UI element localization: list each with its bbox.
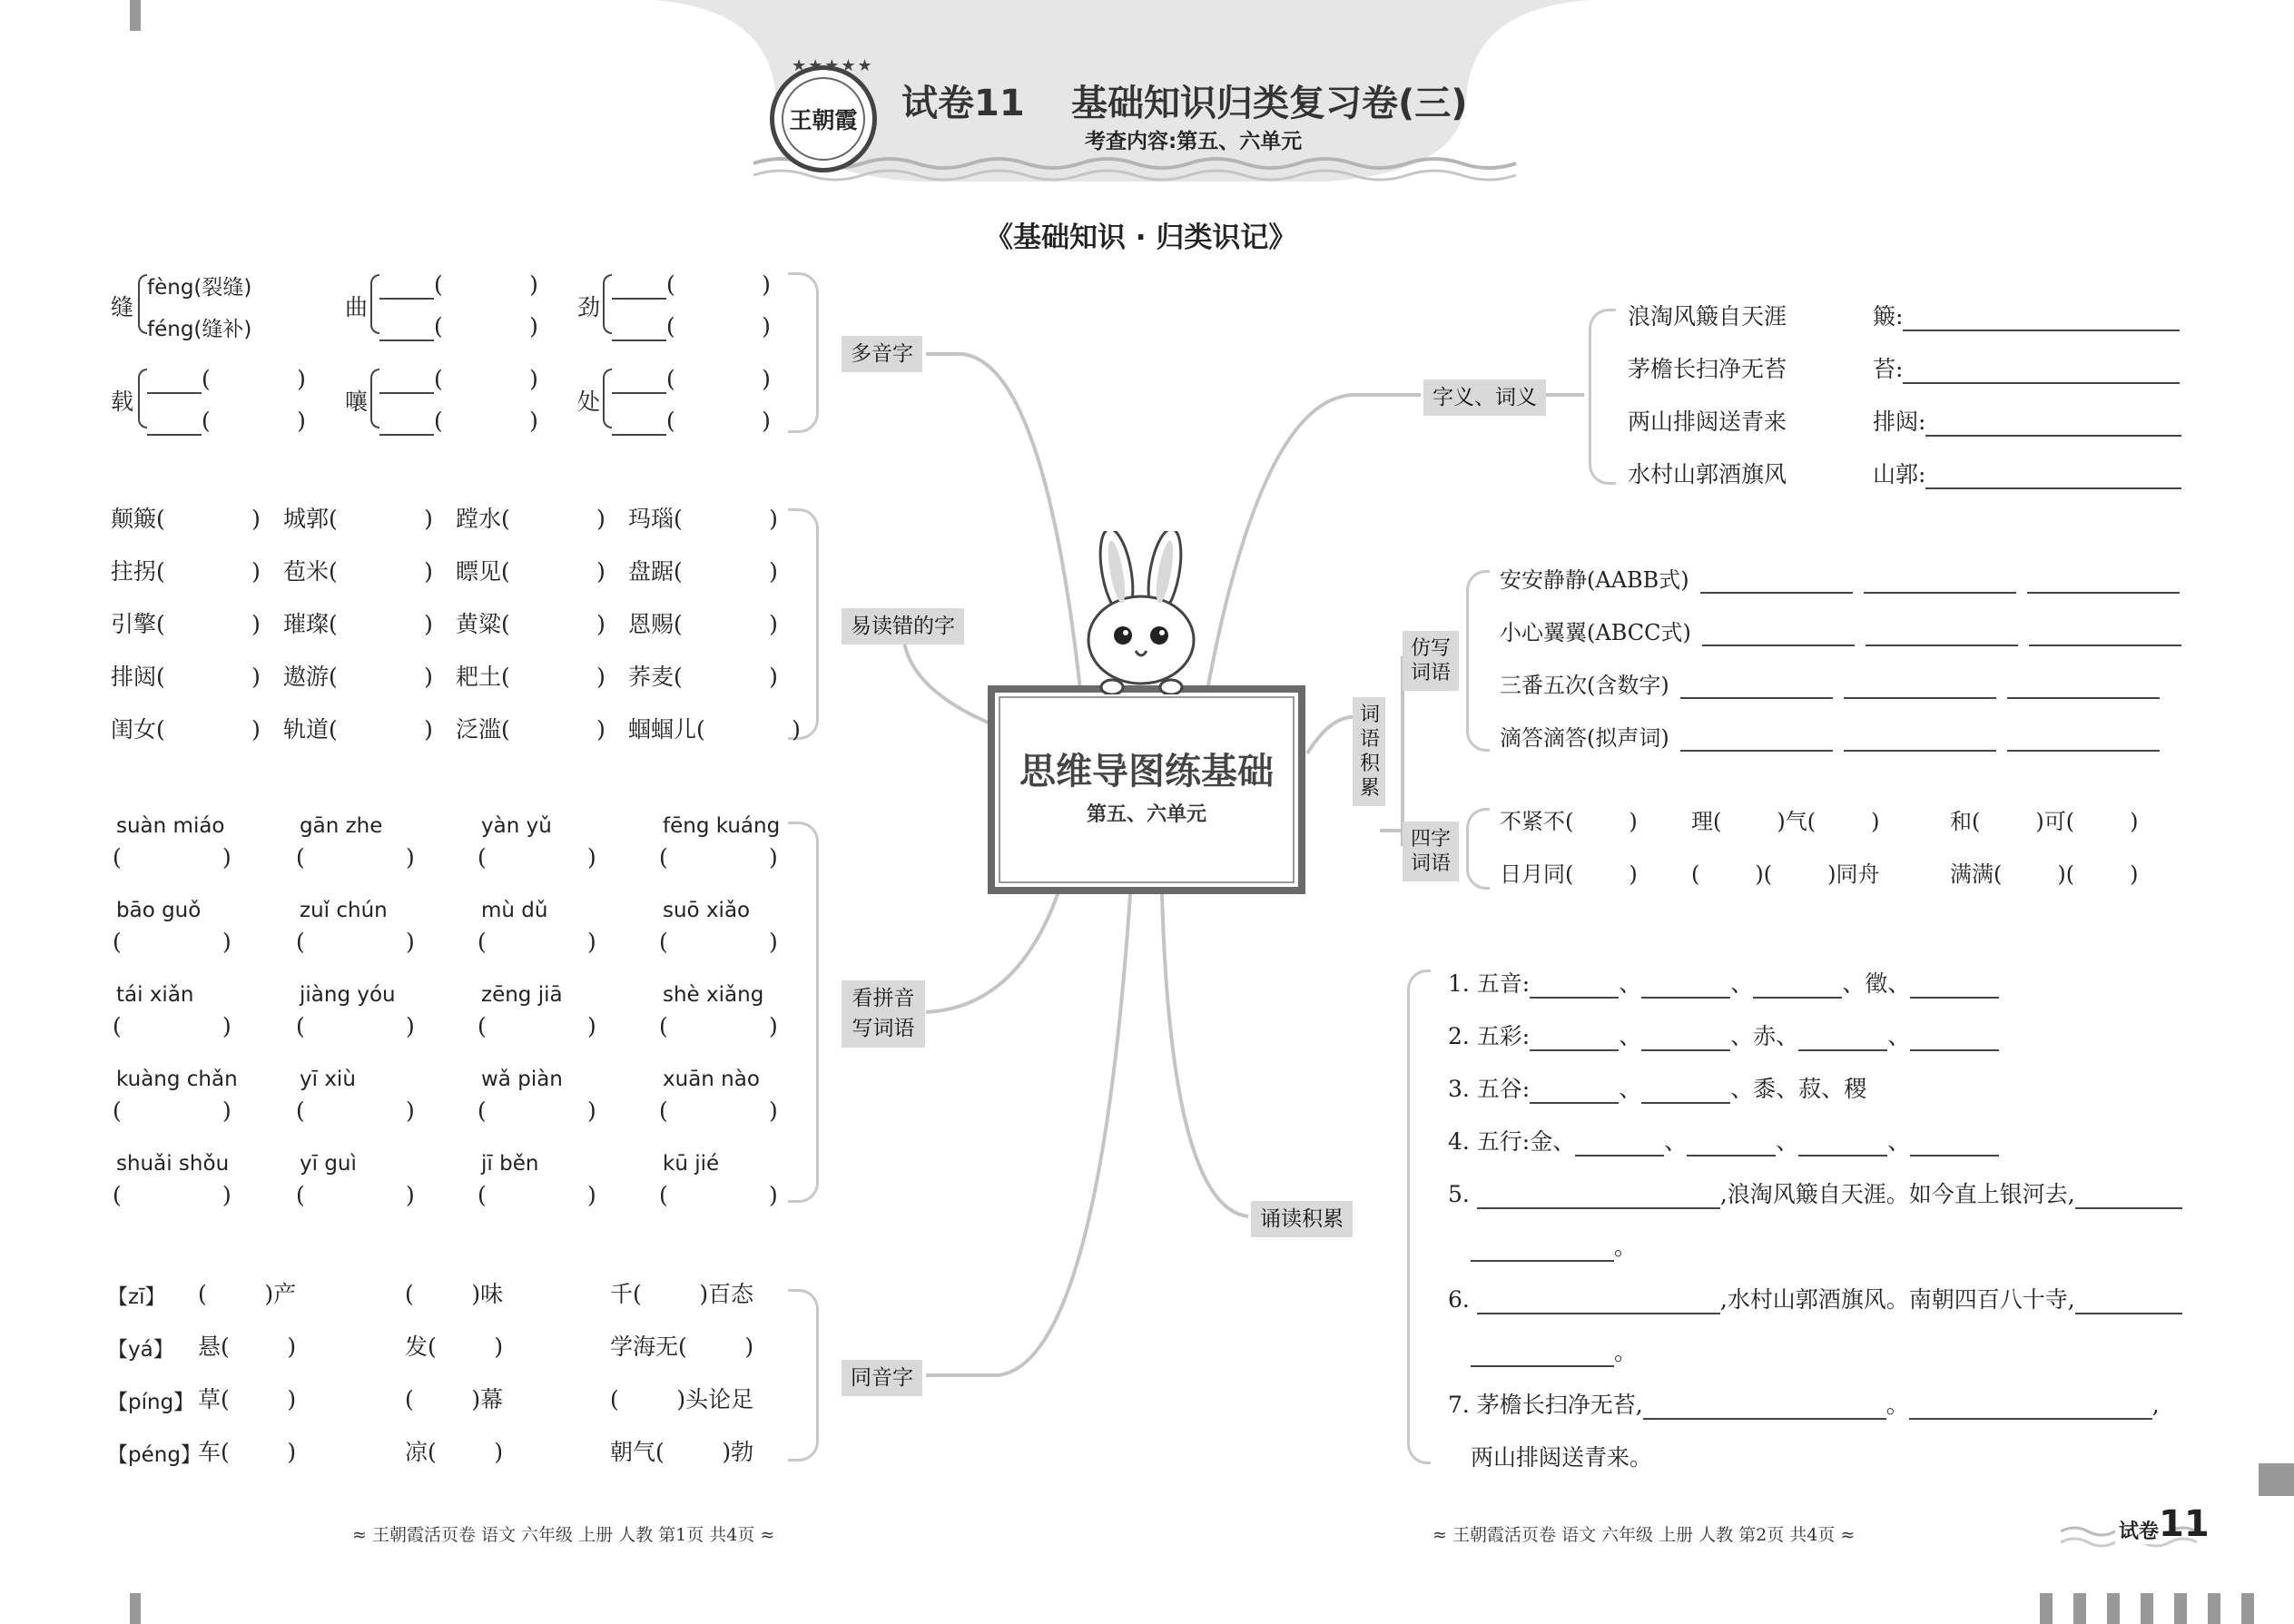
brace-sizi xyxy=(1466,808,1490,890)
tongyin-pinyin: 【zī】 xyxy=(107,1285,166,1309)
blank[interactable] xyxy=(1903,360,2180,384)
tongyin-item-c[interactable]: 千( )百态 xyxy=(610,1281,754,1307)
tongyin-item-b[interactable]: ( )味 xyxy=(405,1281,504,1307)
branch-songdu: 诵读积累 xyxy=(1251,1201,1353,1237)
tongyin-pinyin: 【péng】 xyxy=(107,1443,202,1467)
songdu-line-3: 3. 五谷: 、 、黍、菽、稷 xyxy=(1448,1076,1867,1102)
small-brace xyxy=(370,274,379,334)
sizi-item[interactable]: 日月同( ) xyxy=(1500,861,1638,887)
scope-text: 考查内容:第五、六单元 xyxy=(1085,130,1303,153)
ziyi-phrase: 水村山郭酒旗风 xyxy=(1628,461,1787,487)
tongyin-pinyin: 【yá】 xyxy=(107,1338,174,1362)
fangxie-example: 小心翼翼(ABCC式) xyxy=(1500,620,1691,645)
small-brace xyxy=(138,274,147,334)
footer-left: ≈ 王朝霞活页卷 语文 六年级 上册 人教 第1页 共4页 ≈ xyxy=(352,1525,775,1545)
fangxie-example: 安安静静(AABB式) xyxy=(1500,567,1689,593)
page-title: 基础知识归类复习卷(三) xyxy=(1071,83,1468,124)
duoyin-chu-blank2[interactable]: ( ) xyxy=(612,407,771,436)
pinyin-label: yàn yǔ xyxy=(481,814,552,838)
pinyin-label: gān zhe xyxy=(300,814,383,838)
songdu-l7-label: 7. 茅檐长扫净无苔, xyxy=(1448,1392,1643,1418)
ziyi-phrase: 两山排闼送青来 xyxy=(1628,408,1787,435)
blank[interactable] xyxy=(2027,570,2180,594)
yidu-item[interactable]: 引擎( ) xyxy=(111,611,261,637)
pinyin-answer-box[interactable]: ( ) xyxy=(296,1097,415,1124)
blank[interactable] xyxy=(1844,675,1996,699)
fangxie-row xyxy=(1500,672,2160,699)
pinyin-answer-box[interactable]: ( ) xyxy=(113,1097,231,1124)
blank[interactable] xyxy=(1864,570,2016,594)
rabbit-icon xyxy=(1076,531,1212,694)
yidu-item[interactable]: 颠簸( ) xyxy=(111,506,261,532)
blank[interactable] xyxy=(1798,1028,1887,1051)
pinyin-label: suàn miáo xyxy=(116,814,225,838)
duoyin-zai-blank1[interactable]: ( ) xyxy=(147,365,306,394)
pinyin-label: zuǐ chún xyxy=(300,899,388,922)
ziyi-answer[interactable] xyxy=(1873,302,2180,331)
yidu-item[interactable]: 荞麦( ) xyxy=(628,664,778,690)
songdu-line-5b xyxy=(1471,1233,1637,1262)
pinyin-answer-box[interactable]: ( ) xyxy=(478,1182,596,1208)
blank[interactable] xyxy=(1471,1343,1614,1367)
yidu-word: 盘踞( xyxy=(628,558,683,585)
yidu-item[interactable]: 排闼( ) xyxy=(111,664,261,690)
logo-stars-icon: ★★★★★ xyxy=(792,56,874,75)
sizi-item[interactable]: 理( )气( ) xyxy=(1691,809,1880,834)
pinyin-label: yī xiù xyxy=(300,1068,356,1091)
duoyin-rang-blank1[interactable]: ( ) xyxy=(379,365,538,394)
pinyin-answer-box[interactable]: ( ) xyxy=(659,1097,778,1124)
pinyin-label: tái xiǎn xyxy=(116,983,194,1007)
brace-duoyin xyxy=(788,272,819,433)
blank[interactable] xyxy=(1530,975,1619,999)
fangxie-row xyxy=(1500,619,2181,646)
ziyi-answer[interactable] xyxy=(1873,355,2180,384)
pinyin-label: jiàng yóu xyxy=(300,983,396,1007)
yidu-item[interactable]: 拄拐( ) xyxy=(111,558,261,585)
ziyi-phrase: 茅檐长扫净无苔 xyxy=(1628,356,1787,382)
duoyin-char-rang: 嚷 xyxy=(345,389,369,415)
fangxie-row xyxy=(1500,566,2180,594)
branch-yidu: 易读错的字 xyxy=(842,608,964,645)
pinyin-answer-box[interactable]: ( ) xyxy=(113,844,231,871)
songdu-line-7b xyxy=(1471,1443,1652,1472)
badge-label: 试卷 xyxy=(2115,1516,2162,1544)
pinyin-label: kuàng chǎn xyxy=(116,1068,238,1091)
songdu-line-4: 4. 五行:金、 、 、 、 xyxy=(1448,1127,1999,1156)
songdu-l2-label: 2. 五彩: xyxy=(1448,1023,1531,1049)
footer-right: ≈ 王朝霞活页卷 语文 六年级 上册 人教 第2页 共4页 ≈ xyxy=(1433,1525,1856,1545)
branch-ciyu xyxy=(1353,697,1385,806)
yidu-word: 轨道( xyxy=(283,716,338,743)
pinyin-answer-box[interactable]: ( ) xyxy=(113,929,231,955)
section-title: 《基础知识 · 归类识记》 xyxy=(985,221,1297,254)
blank[interactable] xyxy=(1700,570,1853,594)
pinyin-answer-box[interactable]: ( ) xyxy=(659,1013,778,1039)
blank[interactable] xyxy=(1903,308,2180,331)
blank[interactable] xyxy=(1575,1133,1664,1156)
pinyin-answer-box[interactable]: ( ) xyxy=(296,844,415,871)
yidu-word: 遨游( xyxy=(283,664,338,690)
paper-number: 试卷11 xyxy=(901,83,1025,124)
duoyin-char-feng: 缝 xyxy=(111,294,134,320)
center-title: 思维导图练基础 xyxy=(1019,751,1274,792)
pinyin-label: mù dǔ xyxy=(481,899,548,922)
pinyin-answer-box[interactable]: ( ) xyxy=(478,929,596,955)
brace-songdu xyxy=(1407,969,1431,1464)
pinyin-label: fēng kuáng xyxy=(663,814,781,838)
songdu-l2-mid: 、赤、 xyxy=(1730,1023,1799,1049)
bottom-marker xyxy=(2107,1593,2120,1624)
ziyi-phrase: 浪淘风簸自天涯 xyxy=(1628,303,1787,330)
pinyin-label: zēng jiā xyxy=(481,983,563,1007)
yidu-word: 璀璨( xyxy=(283,611,338,637)
duoyin-qu-blank1[interactable]: ( ) xyxy=(379,271,538,300)
yidu-word: 蹚水( xyxy=(456,506,510,532)
duoyin-char-chu: 处 xyxy=(577,389,601,415)
duoyin-feng-r2: féng(缝补) xyxy=(147,318,252,341)
branch-ziyi: 字义、词义 xyxy=(1423,379,1546,416)
songdu-l7b-text: 两山排闼送青来。 xyxy=(1471,1444,1653,1471)
pinyin-label: kū jié xyxy=(663,1152,720,1176)
blank[interactable] xyxy=(1687,1133,1776,1156)
blank[interactable] xyxy=(1909,1396,2152,1420)
brace-pinyin xyxy=(788,822,819,1203)
songdu-l7-end: , xyxy=(2151,1392,2160,1418)
yidu-item[interactable]: 黄粱( ) xyxy=(456,611,605,637)
duoyin-chu-blank1[interactable]: ( ) xyxy=(612,365,771,394)
yidu-word: 荞麦( xyxy=(628,664,683,690)
blank[interactable] xyxy=(1530,1080,1619,1104)
tongyin-item-b[interactable]: 发( ) xyxy=(405,1334,504,1360)
bottom-marker xyxy=(2141,1593,2153,1624)
yidu-word: 黄粱( xyxy=(456,611,510,637)
yidu-word: 泛滥( xyxy=(456,716,510,743)
tongyin-item-a[interactable]: 车( ) xyxy=(198,1439,297,1465)
brace-ziyi xyxy=(1589,309,1616,485)
branch-sizi xyxy=(1403,822,1459,881)
pinyin-answer-box[interactable]: ( ) xyxy=(659,1182,778,1208)
blank[interactable] xyxy=(1910,975,1999,999)
tongyin-item-c[interactable]: 学海无( ) xyxy=(610,1334,754,1360)
yidu-item[interactable]: 瞟见( ) xyxy=(456,558,605,585)
bottom-marker xyxy=(2040,1593,2053,1624)
branch-tongyin: 同音字 xyxy=(842,1360,922,1396)
blank[interactable] xyxy=(1925,466,2181,489)
yidu-item[interactable]: 轨道( ) xyxy=(283,716,433,743)
blank[interactable] xyxy=(1530,1028,1619,1051)
side-marker xyxy=(2259,1463,2294,1496)
blank[interactable] xyxy=(2075,1186,2182,1209)
pinyin-label: wǎ piàn xyxy=(481,1068,563,1091)
pinyin-answer-box[interactable]: ( ) xyxy=(659,844,778,871)
center-subtitle: 第五、六单元 xyxy=(1086,803,1206,826)
tongyin-item-b[interactable]: ( )幕 xyxy=(405,1386,504,1412)
branch-fangxie xyxy=(1403,631,1459,691)
yidu-word: 引擎( xyxy=(111,611,165,637)
yidu-item[interactable]: 城郭( ) xyxy=(283,506,433,532)
songdu-line-1: 1. 五音: 、 、 、徵、 xyxy=(1448,969,1999,999)
ziyi-word: 簸: xyxy=(1873,303,1904,330)
tongyin-item-c[interactable]: ( )头论足 xyxy=(610,1386,754,1412)
blank[interactable] xyxy=(1910,1028,1999,1051)
tongyin-pinyin: 【píng】 xyxy=(107,1391,195,1414)
yidu-word: 闺女( xyxy=(111,716,165,743)
pinyin-label: suō xiǎo xyxy=(663,899,751,922)
blank[interactable] xyxy=(1643,1396,1886,1420)
yidu-item[interactable]: 遨游( ) xyxy=(283,664,433,690)
songdu-line-6b xyxy=(1471,1338,1637,1367)
branch-pinyin: 看拼音写词语 xyxy=(842,980,925,1048)
small-brace xyxy=(370,369,379,428)
pinyin-answer-box[interactable]: ( ) xyxy=(296,929,415,955)
branch-fangxie-label: 仿写词语 xyxy=(1410,637,1451,684)
bottom-marker xyxy=(2073,1593,2086,1624)
pinyin-label: jī běn xyxy=(481,1152,539,1176)
brace-yidu xyxy=(788,508,819,740)
duoyin-jin-blank1[interactable]: ( ) xyxy=(612,271,771,300)
tongyin-item-a[interactable]: ( )产 xyxy=(198,1281,297,1307)
blank[interactable] xyxy=(1641,1028,1730,1051)
blank[interactable] xyxy=(2029,623,2181,646)
yidu-word: 城郭( xyxy=(283,506,338,532)
songdu-l6-mid: ,水村山郭酒旗风。南朝四百八十寺, xyxy=(1719,1286,2075,1313)
ziyi-answer[interactable] xyxy=(1873,460,2181,489)
yidu-item[interactable]: 耙土( ) xyxy=(456,664,605,690)
yidu-item[interactable]: 蝈蝈儿( ) xyxy=(628,716,801,743)
blank[interactable] xyxy=(1471,1238,1614,1262)
yidu-word: 苞米( xyxy=(283,558,338,585)
blank[interactable] xyxy=(1641,975,1730,999)
branch-sizi-label: 四字词语 xyxy=(1410,828,1451,875)
pinyin-answer-box[interactable]: ( ) xyxy=(659,929,778,955)
yidu-item[interactable]: 苞米( ) xyxy=(283,558,433,585)
songdu-l7-mid: 。 xyxy=(1885,1392,1909,1418)
branch-ciyu-label: 词语积累 xyxy=(1360,704,1381,800)
blank[interactable] xyxy=(1753,975,1842,999)
songdu-l1-end: 、徵、 xyxy=(1842,970,1911,997)
songdu-l5-end: 。 xyxy=(1614,1234,1638,1260)
fangxie-row xyxy=(1500,724,2160,752)
songdu-line-5 xyxy=(1448,1180,2182,1209)
sizi-item[interactable]: ( )( )同舟 xyxy=(1691,861,1880,887)
ziyi-word: 山郭: xyxy=(1873,461,1926,487)
songdu-l6-label: 6. xyxy=(1448,1286,1470,1313)
yidu-item[interactable]: 闺女( ) xyxy=(111,716,261,743)
pinyin-answer-box[interactable]: ( ) xyxy=(478,1097,596,1124)
fangxie-example: 滴答滴答(拟声词) xyxy=(1500,725,1669,751)
tongyin-item-a[interactable]: 草( ) xyxy=(198,1386,297,1412)
duoyin-rang-blank2[interactable]: ( ) xyxy=(379,407,538,436)
small-brace xyxy=(603,369,612,428)
blank[interactable] xyxy=(1641,1080,1730,1104)
badge-number: 11 xyxy=(2159,1503,2210,1545)
pinyin-label: yī guì xyxy=(300,1152,357,1176)
blank[interactable] xyxy=(1477,1186,1720,1209)
duoyin-zai-blank2[interactable]: ( ) xyxy=(147,407,306,436)
tongyin-item-a[interactable]: 悬( ) xyxy=(198,1334,297,1360)
blank[interactable] xyxy=(1477,1291,1720,1314)
logo-text: 王朝霞 xyxy=(789,107,858,133)
blank[interactable] xyxy=(1680,675,1833,699)
blank[interactable] xyxy=(1925,413,2181,437)
blank[interactable] xyxy=(1798,1133,1887,1156)
songdu-l3-end: 、黍、菽、稷 xyxy=(1730,1076,1867,1102)
tongyin-item-b[interactable]: 凉( ) xyxy=(405,1439,504,1465)
pinyin-label: bāo guǒ xyxy=(116,899,202,922)
fangxie-example: 三番五次(含数字) xyxy=(1500,673,1669,698)
small-brace xyxy=(603,274,612,334)
yidu-word: 瞟见( xyxy=(456,558,510,585)
songdu-line-7 xyxy=(1448,1391,2160,1420)
yidu-word: 耙土( xyxy=(456,664,510,690)
songdu-line-6 xyxy=(1448,1285,2182,1314)
ziyi-word: 苔: xyxy=(1873,356,1904,382)
blank[interactable] xyxy=(1866,623,2018,646)
bottom-marker xyxy=(2241,1593,2254,1624)
pinyin-answer-box[interactable]: ( ) xyxy=(478,1013,596,1039)
songdu-l5-mid: ,浪淘风簸自天涯。如今直上银河去, xyxy=(1719,1181,2075,1207)
yidu-item[interactable]: 盘踞( ) xyxy=(628,558,778,585)
blank[interactable] xyxy=(1910,1133,1999,1156)
pinyin-answer-box[interactable]: ( ) xyxy=(296,1182,415,1208)
yidu-item[interactable]: 蹚水( ) xyxy=(456,506,605,532)
yidu-item[interactable]: 泛滥( ) xyxy=(456,716,605,743)
brace-fangxie xyxy=(1466,570,1490,752)
sizi-item[interactable]: 不紧不( ) xyxy=(1500,809,1638,834)
songdu-l6-end: 。 xyxy=(1614,1339,1638,1365)
small-brace xyxy=(138,369,147,428)
pinyin-answer-box[interactable]: ( ) xyxy=(113,1182,231,1208)
pinyin-label: xuān nào xyxy=(663,1068,760,1091)
pinyin-answer-box[interactable]: ( ) xyxy=(296,1013,415,1039)
yidu-word: 蝈蝈儿( xyxy=(628,716,705,743)
pinyin-label: shè xiǎng xyxy=(663,983,764,1007)
yidu-item[interactable]: 璀璨( ) xyxy=(283,611,433,637)
songdu-l4-label: 4. 五行:金、 xyxy=(1448,1128,1576,1155)
yidu-word: 拄拐( xyxy=(111,558,165,585)
tongyin-item-c[interactable]: 朝气( )勃 xyxy=(610,1439,754,1465)
duoyin-feng-r1: fèng(裂缝) xyxy=(147,276,252,300)
duoyin-qu-blank2[interactable]: ( ) xyxy=(379,312,538,341)
brace-tongyin xyxy=(788,1289,819,1462)
yidu-item[interactable]: 玛瑙( ) xyxy=(628,506,778,532)
pinyin-answer-box[interactable]: ( ) xyxy=(113,1013,231,1039)
songdu-line-2: 2. 五彩: 、 、赤、 、 xyxy=(1448,1022,1999,1051)
yidu-item[interactable]: 恩赐( ) xyxy=(628,611,778,637)
branch-duoyin: 多音字 xyxy=(842,336,922,372)
blank[interactable] xyxy=(1680,728,1833,752)
pinyin-label: shuǎi shǒu xyxy=(116,1152,230,1176)
yidu-word: 玛瑙( xyxy=(628,506,683,532)
blank[interactable] xyxy=(1702,623,1855,646)
ziyi-answer[interactable] xyxy=(1873,408,2181,437)
blank[interactable] xyxy=(2007,728,2160,752)
duoyin-jin-blank2[interactable]: ( ) xyxy=(612,312,771,341)
songdu-l5-label: 5. xyxy=(1448,1181,1470,1207)
blank[interactable] xyxy=(2075,1291,2182,1314)
ziyi-word: 排闼: xyxy=(1873,408,1926,435)
sizi-item[interactable]: 满满( )( ) xyxy=(1950,861,2139,887)
sizi-item[interactable]: 和( )可( ) xyxy=(1950,809,2139,834)
duoyin-char-jin: 劲 xyxy=(577,294,601,320)
yidu-word: 颠簸( xyxy=(111,506,165,532)
songdu-l1-label: 1. 五音: xyxy=(1448,970,1531,997)
songdu-l3-label: 3. 五谷: xyxy=(1448,1076,1531,1102)
duoyin-char-zai: 载 xyxy=(111,389,134,415)
blank[interactable] xyxy=(1844,728,1996,752)
bottom-marker xyxy=(2208,1593,2220,1624)
blank[interactable] xyxy=(2007,675,2160,699)
duoyin-char-qu: 曲 xyxy=(345,294,369,320)
pinyin-answer-box[interactable]: ( ) xyxy=(478,844,596,871)
bottom-marker xyxy=(2174,1593,2187,1624)
yidu-word: 排闼( xyxy=(111,664,165,690)
yidu-word: 恩赐( xyxy=(628,611,683,637)
